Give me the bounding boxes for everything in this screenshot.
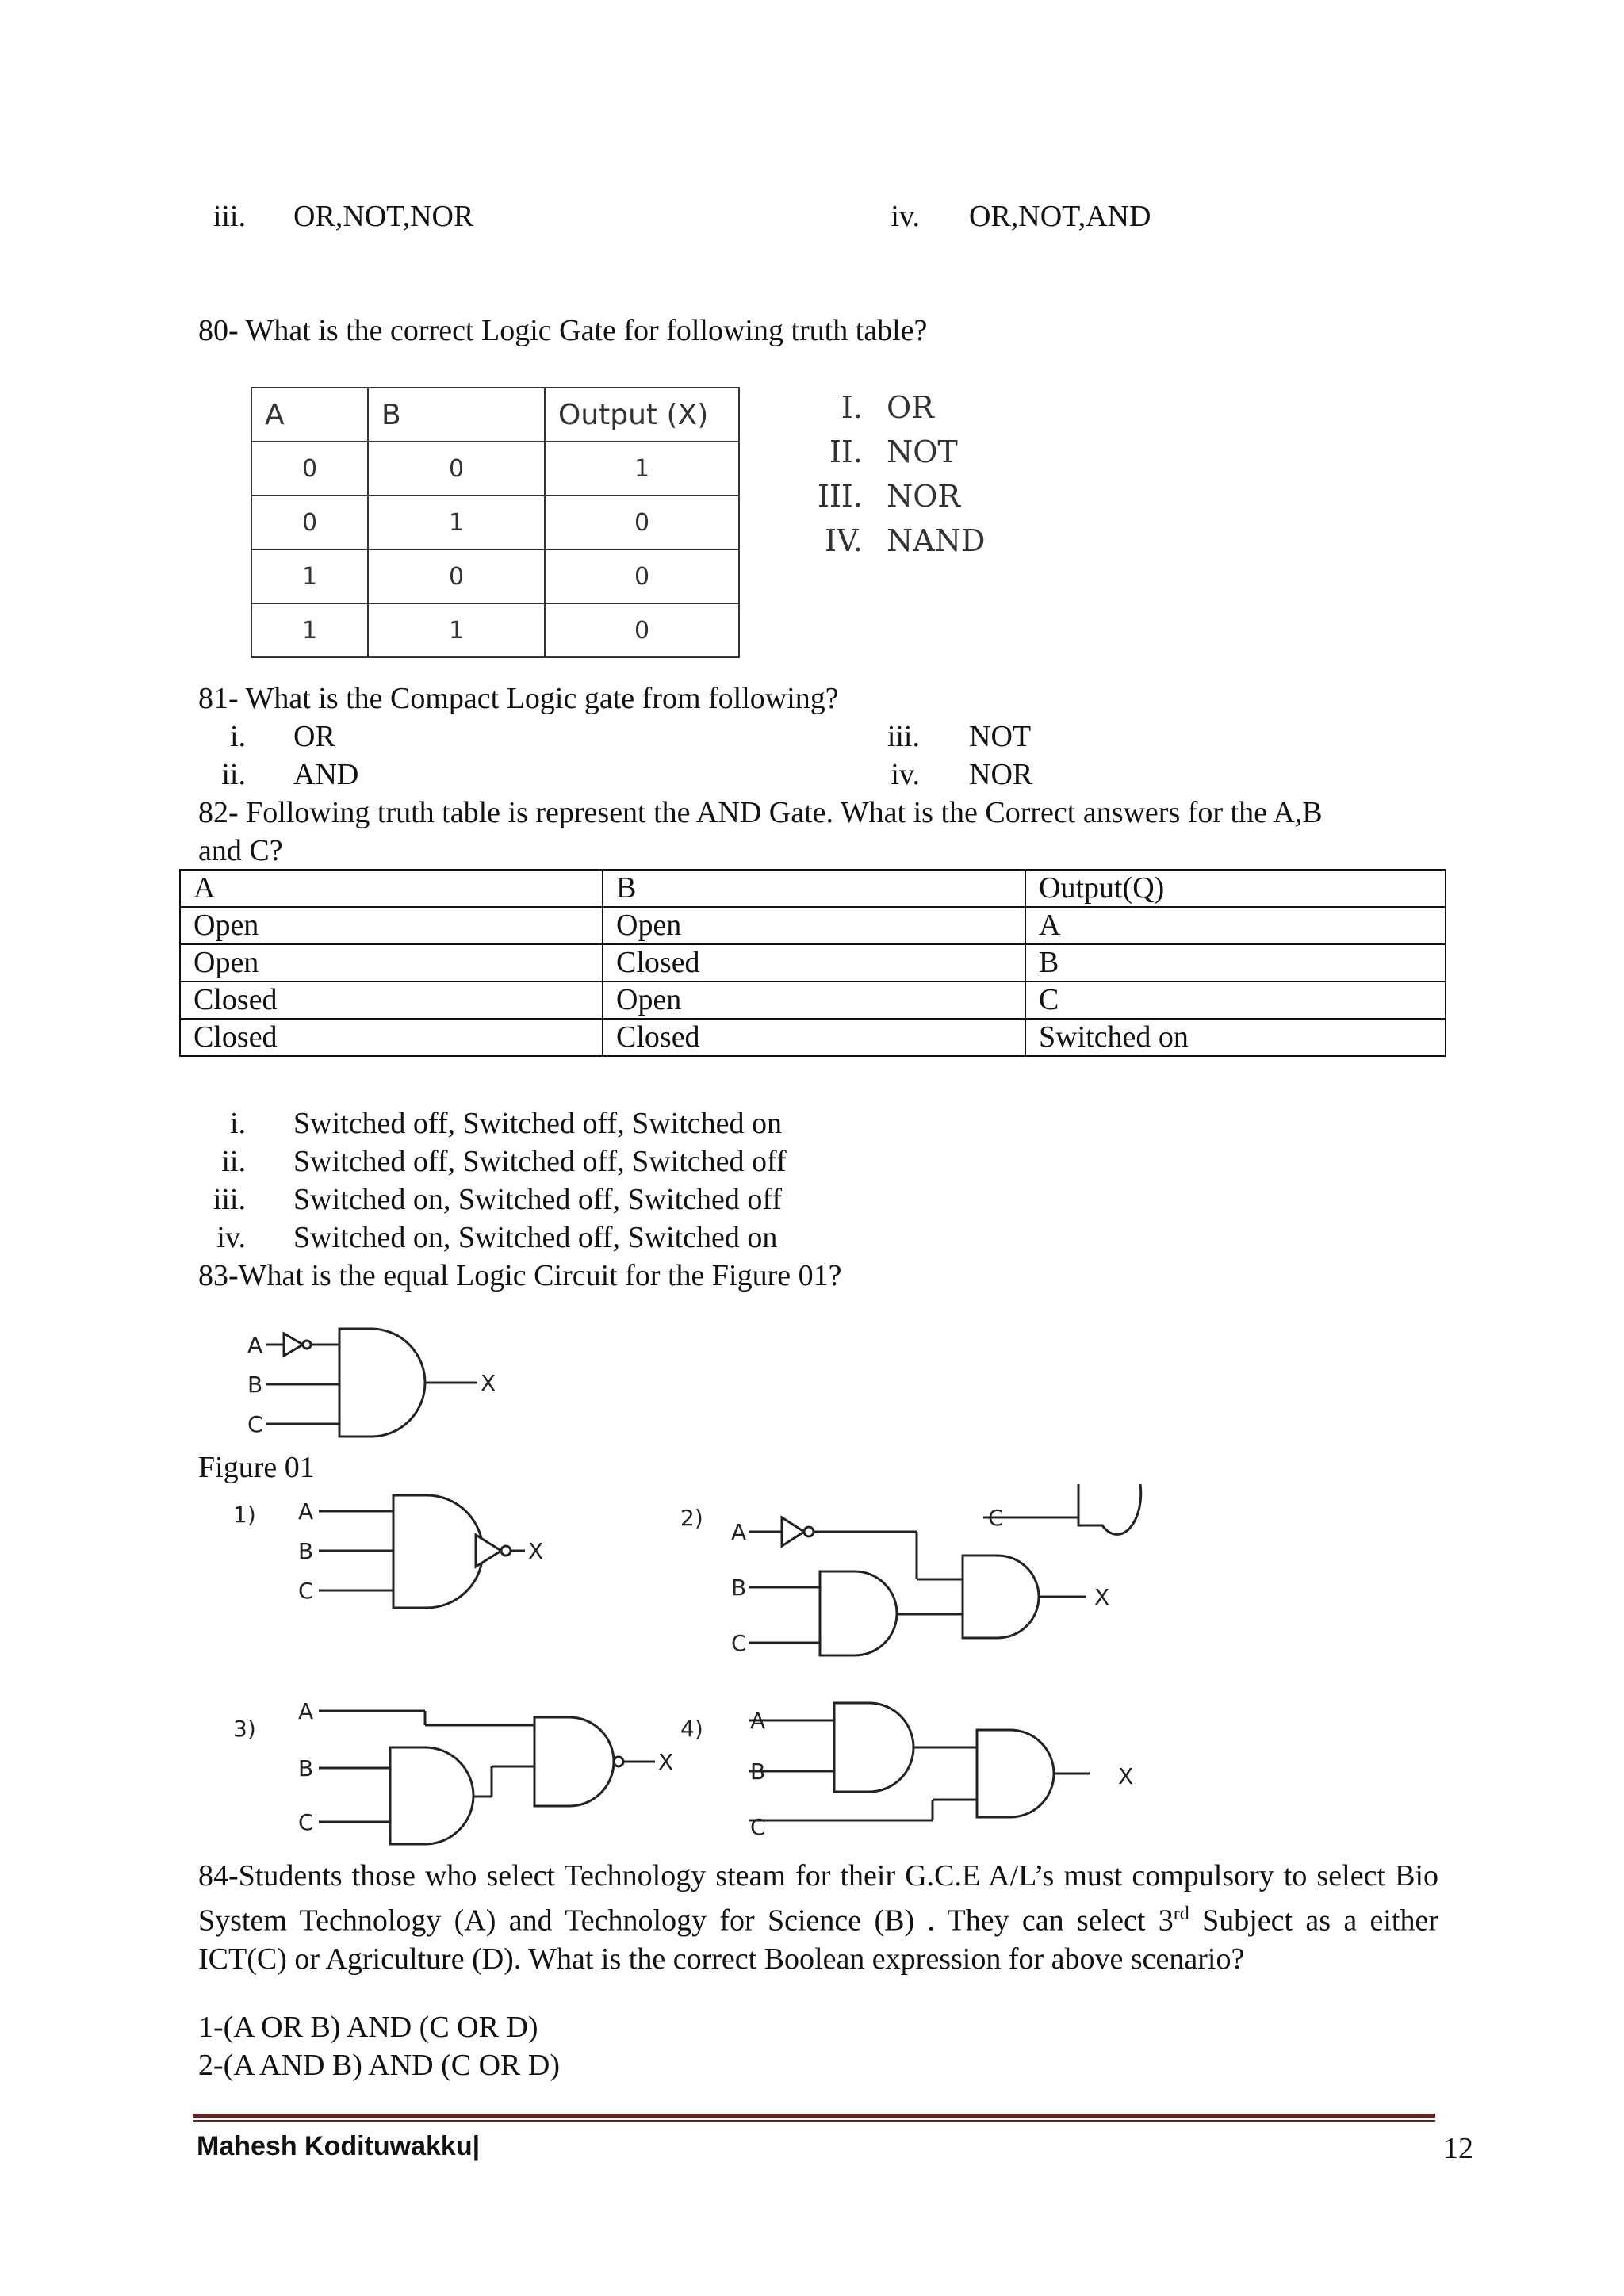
option-text: OR,NOT,AND [969,200,1151,233]
list-item [799,390,985,434]
table-cell: 1 [545,442,739,496]
answer-number: I. [841,390,863,425]
footer-author: Mahesh Kodituwakku| [197,2131,481,2161]
label-c: C [298,1578,314,1604]
table-cell: Closed [603,944,1025,982]
table-row [180,1019,1446,1056]
answer-number: III. [817,479,863,514]
footer-divider [193,2120,1435,2122]
table-header: Output(Q) [1025,870,1446,907]
answer-number: IV. [825,523,863,558]
table-cell: Closed [603,1019,1025,1056]
table-cell: 0 [251,496,368,549]
answer-text: NOR [887,479,961,514]
label-b: B [247,1372,263,1398]
table-header: A [251,388,368,442]
option-1-circuit [230,1490,579,1617]
table-cell: B [1025,944,1446,982]
option-4-circuit [677,1684,1169,1850]
label-a: A [247,1332,263,1358]
table-cell: 0 [545,496,739,549]
figure-caption: Figure 01 [198,1451,315,1484]
question-82-line1: 82- Following truth table is represent the AND Gate. What is the Correct answers for the A,B [198,796,1323,829]
label-b: B [750,1758,766,1785]
table-cell: Open [180,944,603,982]
question-84-text: 84-Students those who select Technology steam for their G.C.E A/L’s must compulsory to select Bio System Technology (A) and Technology for Science (B) . They can select 3 [198,1859,1438,1938]
question-80: 80- What is the correct Logic Gate for following truth table? [198,314,928,347]
table-cell: 1 [368,603,545,657]
footer-divider [193,2114,1435,2118]
table-cell: 0 [545,603,739,657]
table-cell: Open [603,907,1025,944]
table-header: B [603,870,1025,907]
table-row [180,982,1446,1019]
list-item [799,434,985,479]
option-text: Switched off, Switched off, Switched on [293,1107,783,1140]
option-number: iii. [213,1183,246,1216]
table-cell: Closed [180,1019,603,1056]
table-cell: 0 [545,549,739,603]
table-cell: Open [603,982,1025,1019]
option-text: Switched on, Switched off, Switched off [293,1183,783,1216]
table-row [251,549,739,603]
table-cell: Switched on [1025,1019,1446,1056]
option-number: 2) [680,1505,703,1531]
table-cell: 0 [251,442,368,496]
table-cell: Open [180,907,603,944]
option-text: OR [293,720,335,753]
superscript: rd [1173,1904,1189,1924]
answer-text: NOT [887,434,958,469]
option-number: i. [229,1107,246,1140]
answer-option: 2-(A AND B) AND (C OR D) [198,2049,560,2082]
answer-text: NAND [887,523,986,558]
label-x: X [658,1749,674,1775]
question-81: 81- What is the Compact Logic gate from following? [198,682,839,715]
label-x: X [1094,1584,1110,1610]
label-c: C [988,1505,1004,1531]
label-x: X [528,1538,544,1564]
option-2-circuit [677,1479,1169,1662]
label-x: X [481,1370,496,1396]
truth-table-q80 [251,387,740,658]
table-row [180,944,1446,982]
table-cell: Closed [180,982,603,1019]
option-number: iv. [891,200,920,233]
answer-number: II. [829,434,863,469]
option-text: AND [293,758,359,791]
table-cell: 1 [251,603,368,657]
answer-list-q80 [799,390,985,568]
option-number: iii. [887,720,920,753]
table-cell: A [1025,907,1446,944]
option-number: i. [229,720,246,753]
answer-text: OR [887,390,934,425]
option-text: NOR [969,758,1033,791]
list-item [799,479,985,523]
label-c: C [247,1411,263,1437]
truth-table-q82 [179,869,1446,1057]
question-84-text-after: Subject as a either ICT(C) or Agriculture (D). What is the correct Boolean expression for above scenario? [198,1904,1438,1976]
figure-01-circuit [238,1316,523,1443]
label-x: X [1118,1763,1134,1789]
list-item [799,523,985,568]
option-number: iv. [891,758,920,791]
question-82-line2: and C? [198,834,283,867]
label-c: C [731,1630,747,1656]
question-83: 83-What is the equal Logic Circuit for the Figure 01? [198,1259,842,1292]
table-header: A [180,870,603,907]
option-text: Switched on, Switched off, Switched on [293,1221,778,1254]
option-text: OR,NOT,NOR [293,200,474,233]
option-text: NOT [969,720,1032,753]
option-number: iv. [216,1221,246,1254]
table-cell: 0 [368,442,545,496]
label-b: B [731,1575,747,1601]
answer-option: 1-(A OR B) AND (C OR D) [198,2011,538,2044]
table-row [251,496,739,549]
option-number: 4) [680,1716,703,1742]
table-cell: C [1025,982,1446,1019]
label-b: B [298,1755,314,1781]
table-cell: 1 [251,549,368,603]
table-row [180,907,1446,944]
option-number: iii. [213,200,246,233]
option-text: Switched off, Switched off, Switched off [293,1145,787,1178]
option-number: 3) [233,1716,256,1742]
table-header: B [368,388,545,442]
option-number: 1) [233,1502,256,1528]
page-number: 12 [1443,2132,1473,2165]
option-3-circuit [230,1689,706,1855]
table-header: Output (X) [545,388,739,442]
label-c: C [750,1814,766,1840]
table-row [251,603,739,657]
label-a: A [298,1698,314,1724]
label-a: A [731,1519,747,1545]
option-number: ii. [221,1145,246,1178]
table-cell: 0 [368,549,545,603]
label-c: C [298,1809,314,1835]
option-number: ii. [221,758,246,791]
table-row [251,442,739,496]
label-a: A [750,1708,766,1734]
question-84 [198,1857,1438,1978]
table-cell: 1 [368,496,545,549]
label-b: B [298,1538,314,1564]
label-a: A [298,1498,314,1525]
